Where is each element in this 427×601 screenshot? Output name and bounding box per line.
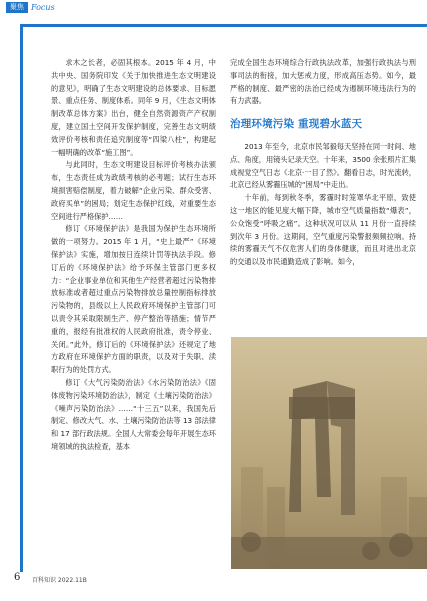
paragraph: 求木之长者，必固其根本。2015 年 4 月，中共中央、国务院印发《关于加快推进生态文明建设的意见》，明确了生态文明建设的总体要求、目标愿景、重点任务、制度体系。同年 9 月，《生态文明体制改革总体方案》出台，健全自然资源资产产权制度，建立国土空间开发保护制度，完善生态文明绩效评价考核和责任追究制度等“四梁八柱”，构建起一幅明确的改革“施工图”。 xyxy=(51,58,216,157)
smog-photo xyxy=(231,337,427,569)
section-tag: 聚焦 xyxy=(6,2,28,13)
section-heading: 治理环境污染 重现碧水蓝天 xyxy=(230,118,363,131)
paragraph: 修订《环境保护法》是我国为保护生态环境所做的一项努力。2015 年 1 月，“史上最严”《环境保护法》实施，增加按日连续计罚等执法手段。修订后的《环境保护法》给予环保主管部门更多权力：“企业事业单位和其他生产经营者超过污染物排放标准或者超过重点污染物排放总量控制指标排放污染物的，县级以上人民政府环境保护主管部门可以责令其采取限制生产、停产整治等措施；情节严重的，报经有批准权的人民政府批准，责令停业、关闭。”此外，修订后的《环境保护法》还规定了地方政府在环境保护方面的职责，以及对于失职、渎职行为的处罚方式。 xyxy=(51,224,216,375)
page-header xyxy=(0,0,427,14)
section-label: Focus xyxy=(31,3,55,12)
issue-label: 百科知识 2022.11B xyxy=(32,577,87,584)
paragraph: 2013 年至今，北京市民邹毅每天坚持在同一时间、地点、角度，用镜头记录天空。十年来，3500 余张照片汇集成视觉空气日志《北京·一目了然》。翻看日志，时光流转，北京已经从雾霾压城的“困局”中走出。 xyxy=(230,141,416,190)
paragraph: 十年前，每到秋冬季，雾霾时时笼罩华北平原，致使这一地区的能见度大幅下降，城市空气质量指数“爆表”，公众饱受“呼吸之痛”。这种状况可以从 11 月份一直持续到次年 3 月份。这期间，空气重度污染警报频频拉响。持续的雾霾天气不仅危害人们的身体健康，而且对进出北京的交通以及市民通勤造成了影响。如今， xyxy=(230,193,416,267)
paragraph: 修订《大气污染防治法》《水污染防治法》《固体废物污染环境防治法》，制定《土壤污染防治法》《噪声污染防治法》……“十三五”以来，我国先后制定、修改大气、水、土壤污染防治法等 13 部法律和 17 部行政法规。全国人大常委会每年开展生态环境领域的执法检查，基本 xyxy=(51,377,216,451)
paragraph: 完成全国生态环境综合行政执法改革，加强行政执法与刑事司法的衔接，加大惩戒力度，形成高压态势。如今，最严格的制度、最严密的法治已经成为遏制环境违法行为的有力武器。 xyxy=(230,58,416,106)
beijing-skyline-image xyxy=(231,337,427,569)
right-column xyxy=(230,57,416,269)
paragraph: 与此同时，生态文明建设目标评价考核办法颁布，生态责任成为政绩考核的必考题；试行生态环境损害赔偿制度，着力破解“企业污染、群众受害、政府买单”的困局；划定生态保护红线，对重要生态空间进行严格保护…… xyxy=(51,160,216,221)
page-number: 6 xyxy=(14,572,21,583)
left-column xyxy=(51,57,216,454)
